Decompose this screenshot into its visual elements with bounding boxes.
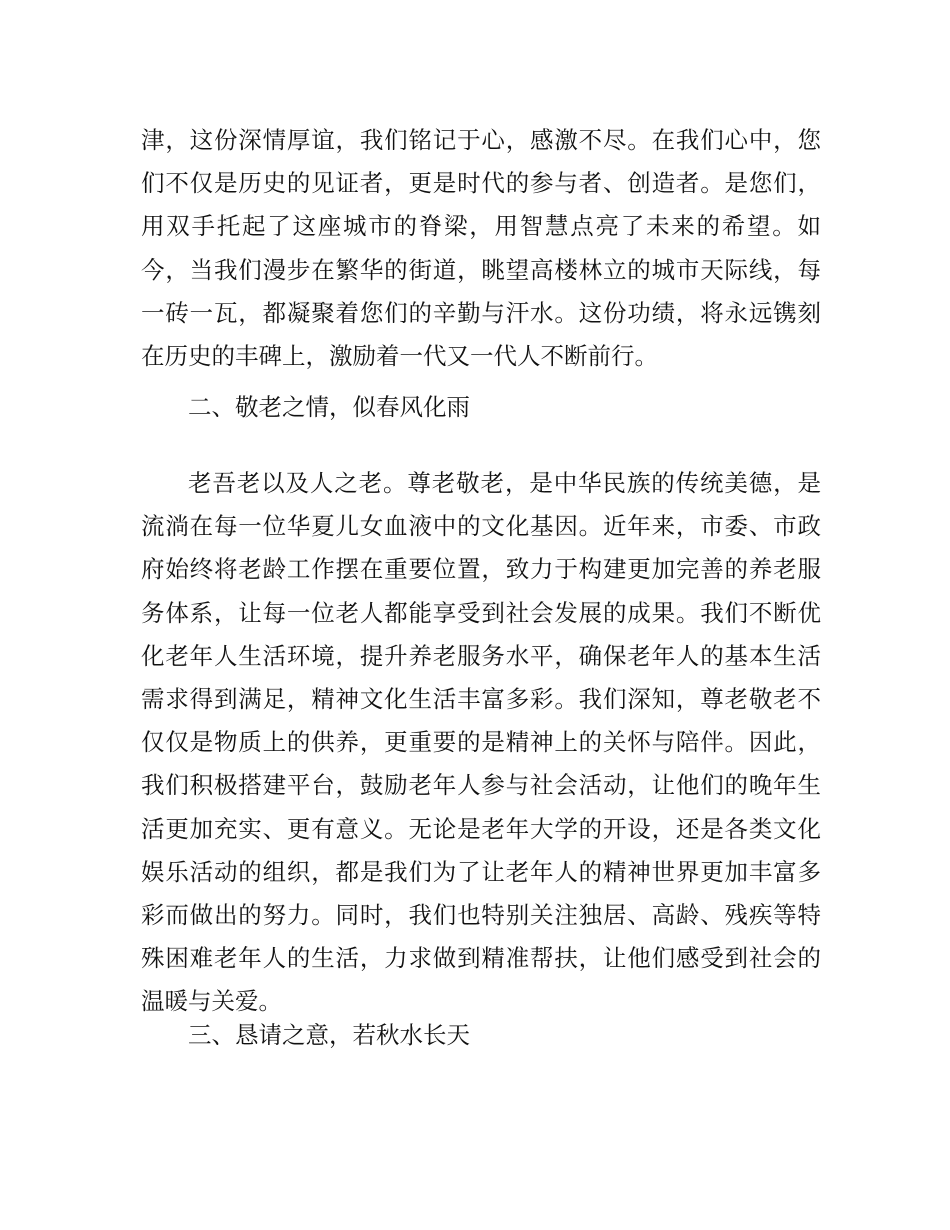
paragraph-text: 津，这份深情厚谊，我们铭记于心，感激不尽。在我们心中，您们不仅是历史的见证者，更是时代的参与者、创造者。是您们，用双手托起了这座城市的脊梁，用智慧点亮了未来的希望。如今，当我们漫步在繁华的街道，眺望高楼林立的城市天际线，每一砖一瓦，都凝聚着您们的辛勤与汗水。这份功绩，将永远镌刻在历史的丰碑上，激励着一代又一代人不断前行。 bbox=[141, 126, 821, 371]
paragraph-text: 老吾老以及人之老。尊老敬老，是中华民族的传统美德，是流淌在每一位华夏儿女血液中的文化基因。近年来，市委、市政府始终将老龄工作摆在重要位置，致力于构建更加完善的养老服务体系，让每一位老人都能享受到社会发展的成果。我们不断优化老年人生活环境，提升养老服务水平，确保老年人的基本生活需求得到满足，精神文化生活丰富多彩。我们深知，尊老敬老不仅仅是物质上的供养，更重要的是精神上的关怀与陪伴。因此，我们积极搭建平台，鼓励老年人参与社会活动，让他们的晚年生活更加充实、更有意义。无论是老年大学的开设，还是各类文化娱乐活动的组织，都是我们为了让老年人的精神世界更加丰富多彩而做出的努力。同时，我们也特别关注独居、高龄、残疾等特殊困难老年人的生活，力求做到精准帮扶，让他们感受到社会的温暖与关爱。 bbox=[141, 469, 821, 1016]
section-2-paragraph bbox=[141, 462, 821, 1024]
section-heading-3: 三、恳请之意，若秋水长天 bbox=[188, 1021, 470, 1049]
continuation-paragraph bbox=[141, 119, 821, 378]
section-heading-2: 二、敬老之情，似春风化雨 bbox=[188, 393, 470, 421]
